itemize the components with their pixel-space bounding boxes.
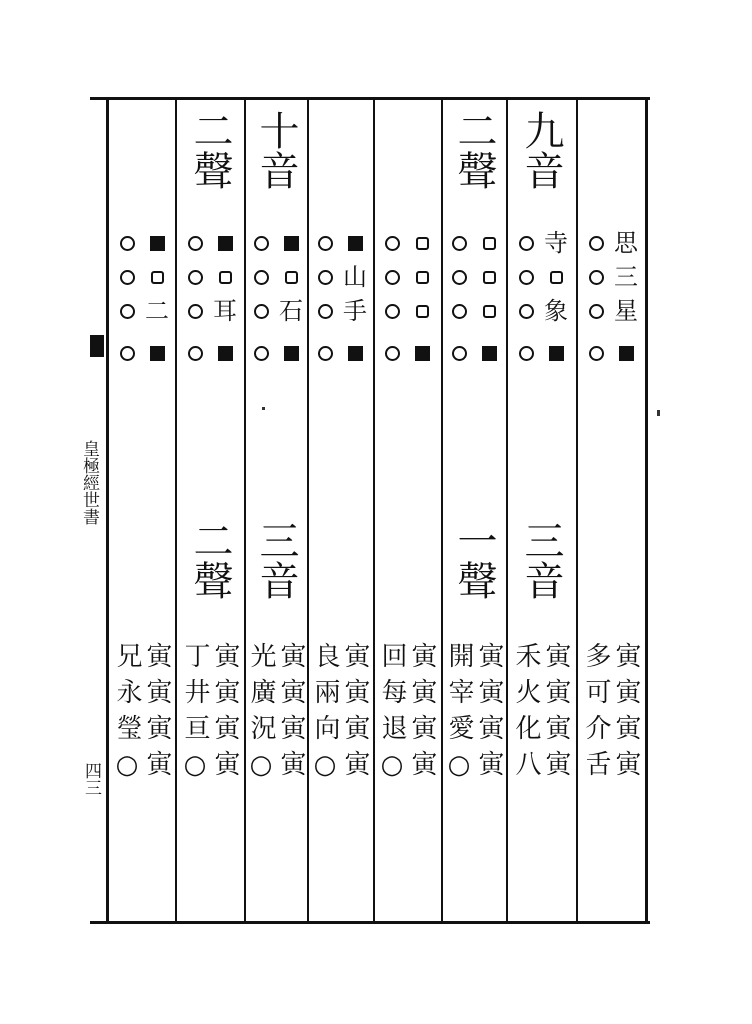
circle-mark bbox=[519, 304, 534, 319]
square-mark bbox=[416, 305, 429, 318]
hollow-square-mark bbox=[144, 260, 170, 294]
empty-circle-mark bbox=[312, 294, 338, 328]
square-mark bbox=[550, 271, 563, 284]
filled-mark bbox=[482, 346, 497, 361]
empty-circle-mark bbox=[379, 260, 405, 294]
column-divider bbox=[175, 100, 177, 921]
empty-circle-mark bbox=[248, 226, 274, 260]
filled-mark bbox=[415, 346, 430, 361]
table-character: 耳 bbox=[213, 297, 237, 325]
section-title: 二聲 bbox=[187, 520, 233, 600]
filled-mark bbox=[218, 236, 233, 251]
filled-square-mark bbox=[543, 336, 569, 370]
column-divider bbox=[506, 100, 508, 921]
syllable-row-left: 多可介舌 bbox=[581, 642, 611, 786]
hollow-square-mark bbox=[278, 260, 304, 294]
ink-speck bbox=[262, 407, 265, 410]
table-character: 寺 bbox=[544, 229, 568, 257]
filled-mark bbox=[549, 346, 564, 361]
circle-mark bbox=[385, 304, 400, 319]
filled-mark bbox=[284, 236, 299, 251]
syllable-row-left: 兄永瑩○ bbox=[112, 642, 142, 790]
hollow-square-mark bbox=[476, 260, 502, 294]
table-character: 三 bbox=[614, 263, 638, 291]
empty-circle-mark bbox=[379, 294, 405, 328]
character-cell bbox=[342, 294, 368, 328]
circle-mark bbox=[254, 270, 269, 285]
filled-square-mark bbox=[342, 336, 368, 370]
syllable-row-right: 寅寅寅寅 bbox=[541, 642, 571, 786]
empty-circle-mark bbox=[513, 226, 539, 260]
character-cell bbox=[278, 294, 304, 328]
circle-mark bbox=[120, 346, 135, 361]
spine-line bbox=[106, 97, 109, 924]
syllable-row-right: 寅寅寅寅 bbox=[210, 642, 240, 786]
hollow-square-mark bbox=[476, 226, 502, 260]
square-mark bbox=[151, 271, 164, 284]
syllable-row-left: 光廣況○ bbox=[246, 642, 276, 790]
circle-mark bbox=[452, 346, 467, 361]
empty-circle-mark bbox=[446, 294, 472, 328]
empty-circle-mark bbox=[248, 260, 274, 294]
square-mark bbox=[416, 271, 429, 284]
circle-mark bbox=[120, 236, 135, 251]
empty-circle-mark bbox=[583, 226, 609, 260]
filled-square-mark bbox=[409, 336, 435, 370]
empty-circle-mark bbox=[182, 226, 208, 260]
filled-square-mark bbox=[278, 336, 304, 370]
character-cell bbox=[144, 294, 170, 328]
syllable-row-left: 丁井亘○ bbox=[180, 642, 210, 790]
empty-circle-mark bbox=[312, 260, 338, 294]
table-character: 象 bbox=[544, 297, 568, 325]
empty-circle-mark bbox=[182, 294, 208, 328]
syllable-row-right: 寅寅寅寅 bbox=[407, 642, 437, 786]
circle-mark bbox=[452, 270, 467, 285]
empty-circle-mark bbox=[513, 260, 539, 294]
character-cell bbox=[613, 260, 639, 294]
character-cell bbox=[543, 294, 569, 328]
hollow-square-mark bbox=[212, 260, 238, 294]
section-title: 三音 bbox=[518, 520, 564, 600]
empty-circle-mark bbox=[583, 260, 609, 294]
syllable-row-right: 寅寅寅寅 bbox=[474, 642, 504, 786]
empty-circle-mark bbox=[513, 336, 539, 370]
empty-circle-mark bbox=[312, 226, 338, 260]
circle-mark bbox=[254, 346, 269, 361]
circle-mark bbox=[589, 346, 604, 361]
character-cell bbox=[613, 294, 639, 328]
hollow-square-mark bbox=[543, 260, 569, 294]
column-header: 二聲 bbox=[451, 110, 497, 190]
empty-circle-mark bbox=[248, 294, 274, 328]
syllable-row-left: 回每退○ bbox=[377, 642, 407, 790]
circle-mark bbox=[519, 346, 534, 361]
square-mark bbox=[483, 305, 496, 318]
top-border bbox=[90, 97, 650, 100]
filled-mark bbox=[150, 346, 165, 361]
column-divider bbox=[373, 100, 375, 921]
circle-mark bbox=[254, 304, 269, 319]
circle-mark bbox=[318, 304, 333, 319]
fish-tail-mark bbox=[90, 335, 104, 357]
circle-mark bbox=[385, 270, 400, 285]
filled-square-mark bbox=[212, 226, 238, 260]
filled-mark bbox=[348, 346, 363, 361]
hollow-square-mark bbox=[409, 294, 435, 328]
empty-circle-mark bbox=[513, 294, 539, 328]
character-cell bbox=[613, 226, 639, 260]
empty-circle-mark bbox=[182, 336, 208, 370]
filled-square-mark bbox=[476, 336, 502, 370]
empty-circle-mark bbox=[379, 336, 405, 370]
filled-square-mark bbox=[144, 336, 170, 370]
column-header: 二聲 bbox=[187, 110, 233, 190]
bottom-border bbox=[90, 921, 650, 924]
circle-mark bbox=[589, 270, 604, 285]
circle-mark bbox=[452, 236, 467, 251]
empty-circle-mark bbox=[583, 336, 609, 370]
filled-square-mark bbox=[342, 226, 368, 260]
hollow-square-mark bbox=[409, 260, 435, 294]
table-character: 山 bbox=[343, 263, 367, 291]
syllable-row-left: 禾火化八 bbox=[511, 642, 541, 786]
table-character: 思 bbox=[614, 229, 638, 257]
circle-mark bbox=[188, 270, 203, 285]
empty-circle-mark bbox=[114, 294, 140, 328]
column-divider bbox=[576, 100, 578, 921]
circle-mark bbox=[254, 236, 269, 251]
character-cell bbox=[212, 294, 238, 328]
empty-circle-mark bbox=[379, 226, 405, 260]
syllable-row-right: 寅寅寅寅 bbox=[142, 642, 172, 786]
table-character: 石 bbox=[279, 297, 303, 325]
syllable-row-right: 寅寅寅寅 bbox=[276, 642, 306, 786]
column-header: 九音 bbox=[518, 110, 564, 190]
square-mark bbox=[219, 271, 232, 284]
square-mark bbox=[285, 271, 298, 284]
circle-mark bbox=[385, 346, 400, 361]
page-number: 四三 bbox=[81, 762, 101, 796]
circle-mark bbox=[188, 346, 203, 361]
empty-circle-mark bbox=[312, 336, 338, 370]
circle-mark bbox=[519, 270, 534, 285]
circle-mark bbox=[318, 270, 333, 285]
column-divider bbox=[244, 100, 246, 921]
filled-mark bbox=[619, 346, 634, 361]
empty-circle-mark bbox=[446, 260, 472, 294]
filled-mark bbox=[150, 236, 165, 251]
empty-circle-mark bbox=[583, 294, 609, 328]
filled-mark bbox=[218, 346, 233, 361]
circle-mark bbox=[318, 236, 333, 251]
filled-square-mark bbox=[144, 226, 170, 260]
filled-square-mark bbox=[212, 336, 238, 370]
empty-circle-mark bbox=[114, 260, 140, 294]
circle-mark bbox=[318, 346, 333, 361]
table-character: 手 bbox=[343, 297, 367, 325]
syllable-row-right: 寅寅寅寅 bbox=[340, 642, 370, 786]
syllable-row-right: 寅寅寅寅 bbox=[611, 642, 641, 786]
section-title: 三音 bbox=[253, 520, 299, 600]
circle-mark bbox=[385, 236, 400, 251]
syllable-row-left: 開宰愛○ bbox=[444, 642, 474, 790]
square-mark bbox=[483, 271, 496, 284]
column-header: 十音 bbox=[253, 110, 299, 190]
right-border bbox=[645, 97, 648, 924]
empty-circle-mark bbox=[248, 336, 274, 370]
table-character: 二 bbox=[145, 297, 169, 325]
square-mark bbox=[483, 237, 496, 250]
circle-mark bbox=[120, 270, 135, 285]
column-divider bbox=[307, 100, 309, 921]
filled-mark bbox=[348, 236, 363, 251]
circle-mark bbox=[452, 304, 467, 319]
section-title: 一聲 bbox=[451, 520, 497, 600]
filled-square-mark bbox=[613, 336, 639, 370]
character-cell bbox=[342, 260, 368, 294]
square-mark bbox=[416, 237, 429, 250]
empty-circle-mark bbox=[446, 336, 472, 370]
book-title: 皇極經世書 bbox=[79, 440, 99, 525]
ink-speck bbox=[657, 410, 660, 416]
circle-mark bbox=[188, 304, 203, 319]
column-divider bbox=[441, 100, 443, 921]
empty-circle-mark bbox=[114, 336, 140, 370]
hollow-square-mark bbox=[409, 226, 435, 260]
hollow-square-mark bbox=[476, 294, 502, 328]
filled-mark bbox=[284, 346, 299, 361]
empty-circle-mark bbox=[114, 226, 140, 260]
table-character: 星 bbox=[614, 297, 638, 325]
circle-mark bbox=[589, 236, 604, 251]
circle-mark bbox=[188, 236, 203, 251]
syllable-row-left: 良兩向○ bbox=[310, 642, 340, 790]
circle-mark bbox=[120, 304, 135, 319]
filled-square-mark bbox=[278, 226, 304, 260]
empty-circle-mark bbox=[182, 260, 208, 294]
empty-circle-mark bbox=[446, 226, 472, 260]
circle-mark bbox=[519, 236, 534, 251]
circle-mark bbox=[589, 304, 604, 319]
character-cell bbox=[543, 226, 569, 260]
